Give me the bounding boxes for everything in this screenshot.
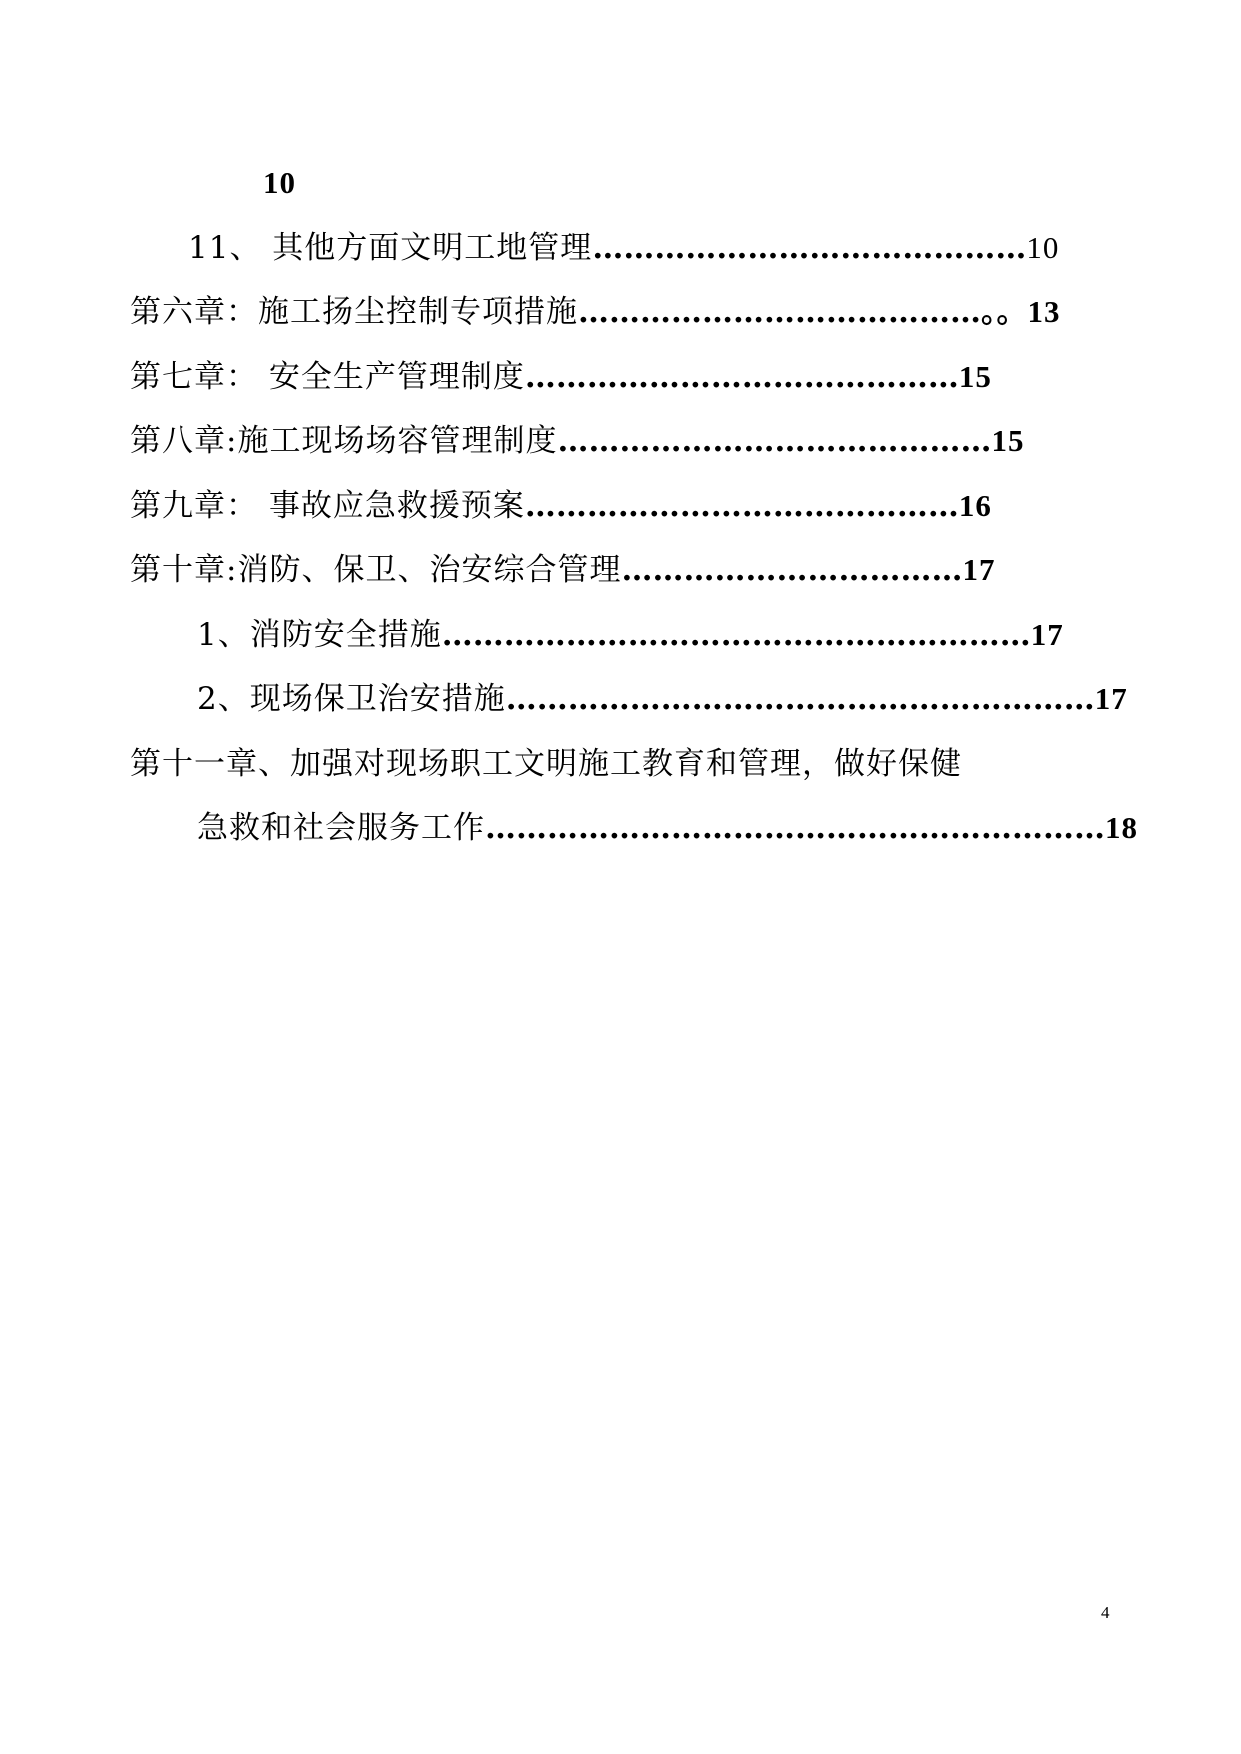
toc-entry-title: 第六章：施工扬尘控制专项措施 (130, 294, 578, 330)
toc-entry-title: 第七章： 安全生产管理制度 (130, 359, 525, 395)
toc-entry-title: 急救和社会服务工作 (197, 810, 485, 846)
toc-entry-title: 11、 其他方面文明工地管理 (188, 230, 593, 266)
toc-entry-chapter-11-cont (197, 808, 1138, 848)
footer-page-number: 4 (1101, 1603, 1110, 1622)
toc-leader-dots: ………………………………………………… (441, 617, 1031, 653)
toc-leader-dots: …………………………………………………… (485, 810, 1105, 846)
toc-page-number-continuation (263, 163, 296, 203)
toc-entry-11 (188, 228, 1059, 268)
toc-leader-dots: …………………………………… (524, 359, 959, 395)
toc-leader-dots: …………………………………… (524, 488, 959, 524)
toc-entry-10-2 (197, 679, 1128, 719)
toc-entry-title: 第八章:施工现场场容管理制度 (130, 423, 558, 459)
toc-leader-dots: …………………………………… (557, 423, 992, 459)
toc-page-number: 18 (1105, 810, 1138, 845)
toc-page-number: 15 (991, 423, 1025, 458)
toc-leader-dots: …………………………………。。 (578, 294, 1028, 330)
toc-leader-dots: ………………………………………………… (505, 681, 1095, 717)
toc-page-number: 13 (1027, 294, 1061, 329)
toc-leader-dots: …………………………… (621, 552, 963, 588)
toc-entry-chapter-8 (130, 421, 1024, 461)
toc-leader-dots: …………………………………… (592, 230, 1027, 266)
toc-entry-title: 第十一章、加强对现场职工文明施工教育和管理，做好保健 (130, 746, 962, 782)
toc-entry-chapter-11 (130, 744, 962, 784)
toc-page-number: 17 (1094, 681, 1128, 716)
toc-page-number: 17 (1030, 617, 1064, 652)
toc-entry-chapter-6 (130, 292, 1061, 332)
toc-entry-chapter-9 (130, 486, 992, 526)
toc-entry-chapter-7 (130, 357, 992, 397)
toc-entry-title: 第十章:消防、保卫、治安综合管理 (130, 552, 622, 588)
toc-entry-chapter-10 (130, 550, 995, 590)
toc-page-number: 10 (1026, 230, 1060, 265)
toc-page-number: 15 (958, 359, 992, 394)
toc-entry-title: 2、现场保卫治安措施 (197, 681, 506, 717)
toc-page-number: 17 (962, 552, 996, 587)
toc-entry-title: 第九章： 事故应急救援预案 (130, 488, 525, 524)
toc-entry-10-1 (197, 615, 1064, 655)
toc-entry-title: 1、消防安全措施 (197, 617, 442, 653)
toc-page-number: 10 (263, 165, 296, 200)
toc-page-number: 16 (958, 488, 992, 523)
